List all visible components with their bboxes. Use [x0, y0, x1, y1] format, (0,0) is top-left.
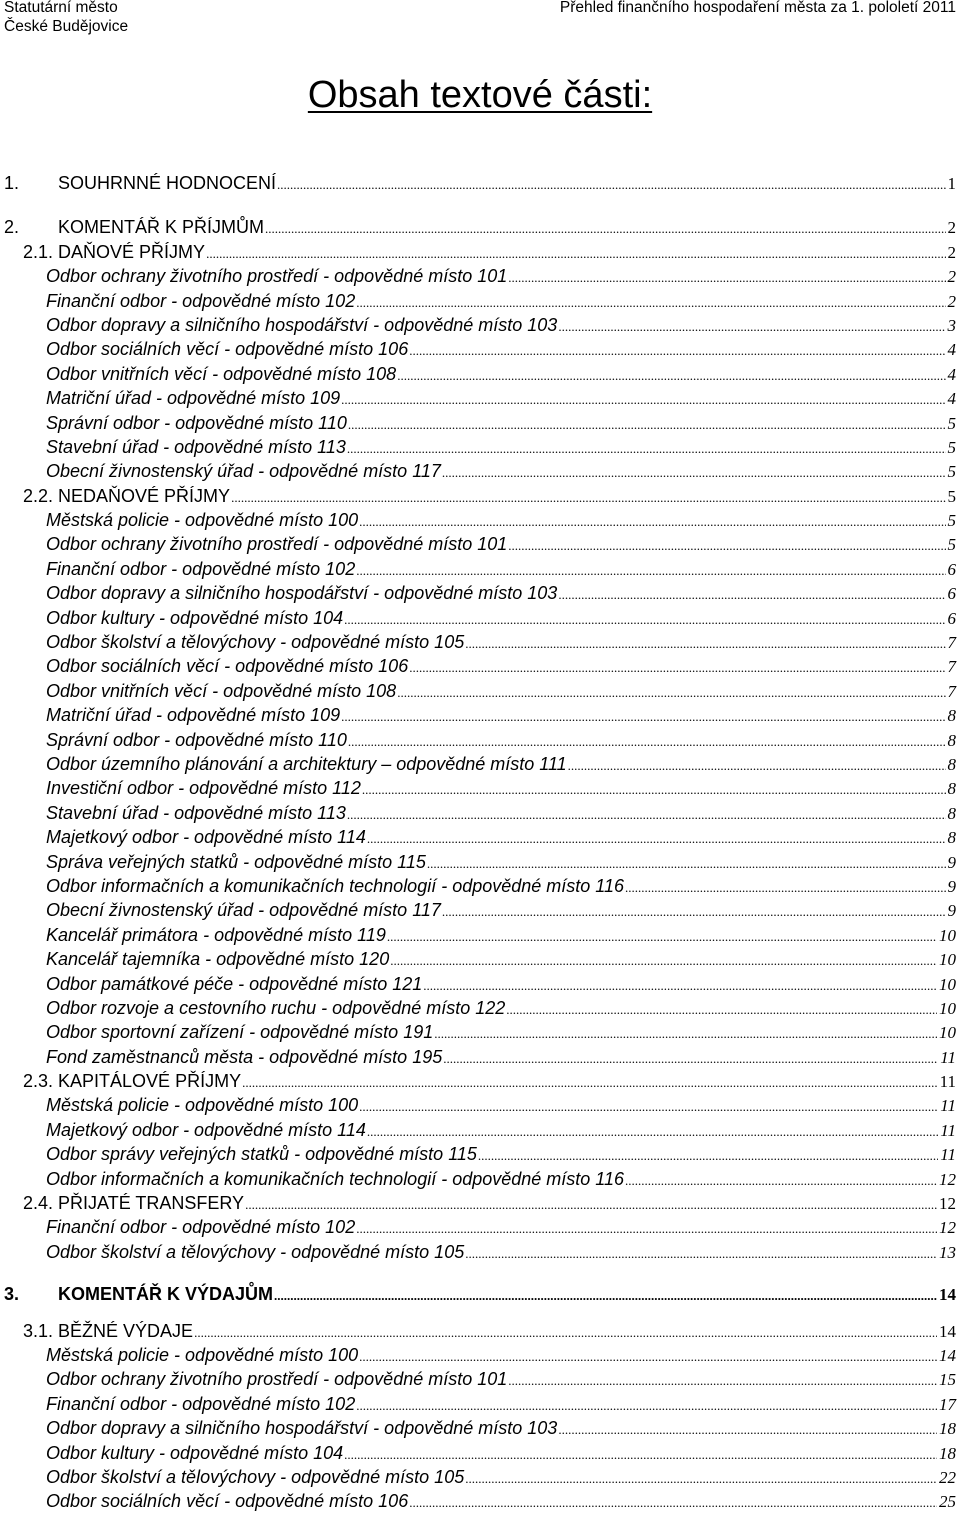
dot-leader: [359, 510, 945, 534]
toc-entry-page: 5: [947, 462, 956, 482]
toc-entry-label: 2.3. KAPITÁLOVÉ PŘÍJMY: [23, 1071, 242, 1092]
toc-entry-page: 3: [947, 315, 956, 335]
toc-entry-label: Městská policie - odpovědné místo 100: [46, 510, 359, 531]
dot-leader: [443, 1047, 938, 1071]
dot-leader: [508, 534, 945, 558]
toc-entry[interactable]: [0, 1020, 960, 1044]
toc-entry-label: Odbor vnitřních věcí - odpovědné místo 108: [46, 363, 397, 384]
toc-entry-label: Kancelář tajemníka - odpovědné místo 120: [46, 949, 390, 970]
dot-leader: [387, 925, 937, 949]
dot-leader: [231, 486, 945, 510]
toc-entry-label: Odbor rozvoje a cestovního ruchu - odpovědné místo 122: [46, 997, 506, 1018]
toc-entry-page: 11: [940, 1096, 956, 1116]
toc-entry[interactable]: [0, 1240, 960, 1264]
toc-entry-page: 10: [939, 925, 956, 945]
toc-entry-label: Finanční odbor - odpovědné místo 102: [46, 1393, 356, 1414]
toc-entry-page: 6: [947, 559, 956, 579]
toc-entry[interactable]: [0, 1167, 960, 1191]
toc-entry-page: 10: [939, 974, 956, 994]
dot-leader: [409, 1491, 937, 1515]
toc-entry[interactable]: [0, 435, 960, 459]
toc-entry-label: Odbor sociálních věcí - odpovědné místo 106: [46, 1491, 409, 1512]
toc-entry[interactable]: [0, 679, 960, 703]
toc-entry-label: Odbor sociálních věcí - odpovědné místo 106: [46, 339, 409, 360]
toc-entry-page: 8: [947, 803, 956, 823]
dot-leader: [356, 1217, 937, 1241]
toc-entry-page: 22: [939, 1467, 956, 1487]
toc-entry-page: 14: [939, 1285, 956, 1305]
toc-entry[interactable]: [0, 264, 960, 288]
dot-leader: [465, 632, 945, 656]
toc-entry-page: 17: [939, 1394, 956, 1414]
toc-entry-page: 10: [939, 950, 956, 970]
header-org-line2: České Budějovice: [4, 18, 129, 35]
toc-entry[interactable]: [0, 874, 960, 898]
toc-entry-label: Správní odbor - odpovědné místo 110: [46, 412, 347, 433]
toc-entry-page: 14: [939, 1321, 956, 1341]
toc-entry[interactable]: [0, 1367, 960, 1391]
toc-entry-label: Finanční odbor - odpovědné místo 102: [46, 290, 356, 311]
toc-entry-page: 7: [947, 633, 956, 653]
toc-entry-page: 2: [947, 267, 956, 287]
toc-entry-label: Matriční úřad - odpovědné místo 109: [46, 705, 341, 726]
dot-leader: [194, 1321, 937, 1345]
toc-entry-label: Fond zaměstnanců města - odpovědné místo 195: [46, 1046, 443, 1067]
toc-entry[interactable]: [0, 289, 960, 313]
toc-entry[interactable]: [0, 508, 960, 532]
toc-entry-label: Majetkový odbor - odpovědné místo 114: [46, 827, 366, 848]
toc-entry-page: 4: [947, 389, 956, 409]
toc-entry-label: Odbor kultury - odpovědné místo 104: [46, 607, 344, 628]
table-of-contents: [0, 171, 960, 1514]
toc-entry-page: 2: [947, 291, 956, 311]
dot-leader: [245, 1193, 937, 1217]
toc-entry-page: 14: [939, 1345, 956, 1365]
toc-entry-page: 25: [939, 1492, 956, 1512]
toc-entry[interactable]: [0, 898, 960, 922]
toc-entry-page: 12: [939, 1194, 956, 1214]
dot-leader: [558, 583, 945, 607]
toc-entry[interactable]: [0, 630, 960, 654]
toc-entry-page: 6: [947, 584, 956, 604]
header-org-line1: Statutární město: [4, 0, 118, 16]
toc-entry[interactable]: [0, 728, 960, 752]
toc-entry[interactable]: [0, 1465, 960, 1489]
toc-entry-label: Městská policie - odpovědné místo 100: [46, 1344, 359, 1365]
toc-entry-label: Správa veřejných statků - odpovědné místo 115: [46, 851, 426, 872]
toc-entry-page: 11: [940, 1047, 956, 1067]
toc-entry-page: 1: [947, 174, 956, 193]
toc-entry[interactable]: [0, 215, 960, 239]
dot-leader: [558, 315, 945, 339]
dot-leader: [625, 876, 946, 900]
toc-entry[interactable]: [0, 1069, 960, 1093]
toc-entry[interactable]: [0, 1093, 960, 1117]
toc-entry[interactable]: [0, 386, 960, 410]
toc-entry-page: 4: [947, 340, 956, 360]
toc-entry[interactable]: [0, 972, 960, 996]
dot-leader: [397, 364, 945, 388]
toc-entry[interactable]: [0, 1489, 960, 1513]
toc-entry[interactable]: [0, 411, 960, 435]
toc-entry-number: 2.: [4, 217, 20, 238]
toc-entry-label: Odbor památkové péče - odpovědné místo 121: [46, 973, 423, 994]
toc-entry[interactable]: [0, 703, 960, 727]
dot-leader: [347, 437, 946, 461]
toc-entry-label: 2.2. NEDAŇOVÉ PŘÍJMY: [23, 485, 231, 506]
dot-leader: [442, 461, 946, 485]
toc-entry-page: 2: [947, 242, 956, 262]
toc-entry-page: 11: [939, 1072, 956, 1092]
toc-entry[interactable]: [0, 776, 960, 800]
toc-entry-label: Odbor informačních a komunikačních technologií - odpovědné místo 116: [46, 1168, 624, 1189]
toc-entry-label: SOUHRNNÉ HODNOCENÍ: [58, 173, 277, 193]
toc-entry[interactable]: [0, 1142, 960, 1166]
toc-entry-page: 5: [947, 437, 956, 457]
dot-leader: [442, 900, 946, 924]
toc-entry-label: Odbor sociálních věcí - odpovědné místo 106: [46, 656, 409, 677]
toc-entry-label: Finanční odbor - odpovědné místo 102: [46, 1217, 356, 1238]
dot-leader: [367, 1120, 938, 1144]
toc-entry[interactable]: [0, 1282, 960, 1306]
dot-leader: [277, 173, 945, 197]
dot-leader: [478, 1144, 938, 1168]
toc-entry[interactable]: [0, 459, 960, 483]
toc-entry-label: Finanční odbor - odpovědné místo 102: [46, 558, 356, 579]
toc-entry[interactable]: [0, 947, 960, 971]
dot-leader: [356, 291, 945, 315]
toc-entry-label: Obecní živnostenský úřad - odpovědné místo 117: [46, 461, 441, 482]
toc-entry[interactable]: [0, 923, 960, 947]
toc-entry[interactable]: [0, 171, 960, 195]
toc-entry-label: Odbor školství a tělovýchovy - odpovědné místo 105: [46, 1241, 465, 1262]
dot-leader: [356, 1394, 937, 1418]
dot-leader: [508, 266, 945, 290]
dot-leader: [390, 949, 937, 973]
toc-entry-page: 5: [947, 486, 956, 506]
toc-entry-page: 8: [947, 754, 956, 774]
toc-entry[interactable]: [0, 313, 960, 337]
toc-entry-number: 1.: [4, 173, 20, 193]
toc-entry-label: Odbor ochrany životního prostředí - odpovědné místo 101: [46, 534, 508, 555]
toc-entry-label: Obecní živnostenský úřad - odpovědné místo 117: [46, 900, 441, 921]
toc-entry-page: 18: [939, 1419, 956, 1439]
toc-entry-page: 15: [939, 1370, 956, 1390]
dot-leader: [242, 1071, 938, 1095]
toc-entry-page: 6: [947, 608, 956, 628]
toc-entry-label: 3.1. BĚŽNÉ VÝDAJE: [23, 1320, 194, 1341]
toc-entry[interactable]: [0, 1319, 960, 1343]
toc-entry-page: 12: [939, 1169, 956, 1189]
toc-entry-page: 12: [939, 1218, 956, 1238]
dot-leader: [409, 656, 945, 680]
toc-entry-page: 9: [947, 876, 956, 896]
toc-entry[interactable]: [0, 801, 960, 825]
dot-leader: [265, 217, 945, 241]
toc-entry[interactable]: [0, 1343, 960, 1367]
toc-entry-page: 2: [947, 218, 956, 238]
toc-entry-page: 8: [947, 730, 956, 750]
toc-entry-label: Kancelář primátora - odpovědné místo 119: [46, 924, 386, 945]
toc-entry-label: Odbor sportovní zařízení - odpovědné místo 191: [46, 1022, 434, 1043]
toc-entry-page: 7: [947, 681, 956, 701]
dot-leader: [344, 608, 945, 632]
toc-entry-label: Odbor kultury - odpovědné místo 104: [46, 1442, 344, 1463]
toc-entry[interactable]: [0, 1392, 960, 1416]
toc-entry[interactable]: [0, 654, 960, 678]
toc-entry-label: Matriční úřad - odpovědné místo 109: [46, 388, 341, 409]
toc-entry-label: Stavební úřad - odpovědné místo 113: [46, 436, 346, 457]
page-title: Obsah textové části:: [307, 74, 653, 116]
header-organization: [4, 0, 128, 36]
toc-entry-page: 8: [947, 828, 956, 848]
toc-entry-page: 5: [947, 413, 956, 433]
toc-entry-label: Odbor územního plánování a architektury – odpovědné místo 111: [46, 753, 567, 774]
toc-entry[interactable]: [0, 1416, 960, 1440]
toc-entry-label: Odbor školství a tělovýchovy - odpovědné místo 105: [46, 632, 465, 653]
toc-entry[interactable]: [0, 240, 960, 264]
toc-entry-label: Odbor informačních a komunikačních technologií - odpovědné místo 116: [46, 875, 624, 896]
toc-entry-label: KOMENTÁŘ K VÝDAJŮM: [58, 1284, 274, 1305]
toc-entry-page: 9: [947, 852, 956, 872]
toc-entry[interactable]: [0, 557, 960, 581]
dot-leader: [356, 559, 945, 583]
dot-leader: [274, 1284, 937, 1308]
page-header: [0, 0, 960, 40]
toc-entry-label: Odbor vnitřních věcí - odpovědné místo 108: [46, 680, 397, 701]
toc-entry-page: 5: [947, 535, 956, 555]
toc-entry-page: 8: [947, 779, 956, 799]
dot-leader: [625, 1169, 937, 1193]
dot-leader: [427, 852, 946, 876]
toc-entry-label: Majetkový odbor - odpovědné místo 114: [46, 1119, 366, 1140]
toc-entry[interactable]: [0, 337, 960, 361]
toc-entry-label: Městská policie - odpovědné místo 100: [46, 1095, 359, 1116]
toc-entry-label: Odbor ochrany životního prostředí - odpovědné místo 101: [46, 266, 508, 287]
dot-leader: [348, 413, 946, 437]
toc-entry-label: Odbor dopravy a silničního hospodářství - odpovědné místo 103: [46, 583, 558, 604]
toc-entry-label: Odbor školství a tělovýchovy - odpovědné místo 105: [46, 1466, 465, 1487]
toc-entry-page: 11: [940, 1145, 956, 1165]
dot-leader: [568, 754, 946, 778]
toc-entry[interactable]: [0, 1191, 960, 1215]
toc-entry[interactable]: [0, 996, 960, 1020]
toc-entry[interactable]: [0, 850, 960, 874]
toc-entry-page: 4: [947, 364, 956, 384]
toc-entry-label: 2.1. DAŇOVÉ PŘÍJMY: [23, 241, 206, 262]
dot-leader: [506, 998, 937, 1022]
dot-leader: [206, 242, 945, 266]
toc-entry[interactable]: [0, 1045, 960, 1069]
toc-entry-label: Odbor ochrany životního prostředí - odpovědné místo 101: [46, 1369, 508, 1390]
dot-leader: [362, 778, 946, 802]
dot-leader: [558, 1418, 937, 1442]
toc-entry-label: KOMENTÁŘ K PŘÍJMŮM: [58, 217, 265, 238]
toc-entry[interactable]: [0, 1215, 960, 1239]
dot-leader: [397, 681, 945, 705]
toc-entry-page: 7: [947, 657, 956, 677]
dot-leader: [359, 1095, 938, 1119]
toc-entry-page: 13: [939, 1242, 956, 1262]
dot-leader: [367, 827, 946, 851]
toc-entry-page: 10: [939, 998, 956, 1018]
toc-entry-label: Stavební úřad - odpovědné místo 113: [46, 802, 346, 823]
toc-entry-page: 11: [940, 1120, 956, 1140]
dot-leader: [423, 974, 937, 998]
toc-entry[interactable]: [0, 1441, 960, 1465]
dot-leader: [434, 1022, 937, 1046]
toc-entry-label: Odbor dopravy a silničního hospodářství - odpovědné místo 103: [46, 314, 558, 335]
toc-entry[interactable]: [0, 532, 960, 556]
toc-entry[interactable]: [0, 606, 960, 630]
toc-entry-page: 10: [939, 1023, 956, 1043]
dot-leader: [348, 730, 946, 754]
dot-leader: [465, 1242, 937, 1266]
toc-entry-page: 5: [947, 511, 956, 531]
toc-entry[interactable]: [0, 825, 960, 849]
dot-leader: [409, 339, 945, 363]
toc-entry-page: 18: [939, 1443, 956, 1463]
header-report-title: Přehled finančního hospodaření města za 1. pololetí 2011: [559, 0, 956, 16]
toc-entry-page: 8: [947, 706, 956, 726]
dot-leader: [341, 705, 945, 729]
toc-entry-number: 3.: [4, 1284, 20, 1305]
dot-leader: [465, 1467, 937, 1491]
dot-leader: [341, 388, 945, 412]
toc-entry-page: 9: [947, 901, 956, 921]
toc-entry-label: Odbor správy veřejných statků - odpovědné místo 115: [46, 1144, 477, 1165]
dot-leader: [347, 803, 946, 827]
dot-leader: [508, 1369, 937, 1393]
toc-entry[interactable]: [0, 484, 960, 508]
toc-entry[interactable]: [0, 752, 960, 776]
toc-entry-label: Investiční odbor - odpovědné místo 112: [46, 778, 361, 799]
toc-entry-label: Správní odbor - odpovědné místo 110: [46, 729, 347, 750]
toc-entry[interactable]: [0, 581, 960, 605]
toc-entry-label: Odbor dopravy a silničního hospodářství - odpovědné místo 103: [46, 1418, 558, 1439]
dot-leader: [359, 1345, 937, 1369]
dot-leader: [344, 1443, 937, 1467]
toc-entry-label: 2.4. PŘIJATÉ TRANSFERY: [23, 1193, 245, 1214]
toc-entry[interactable]: [0, 1118, 960, 1142]
toc-entry[interactable]: [0, 362, 960, 386]
